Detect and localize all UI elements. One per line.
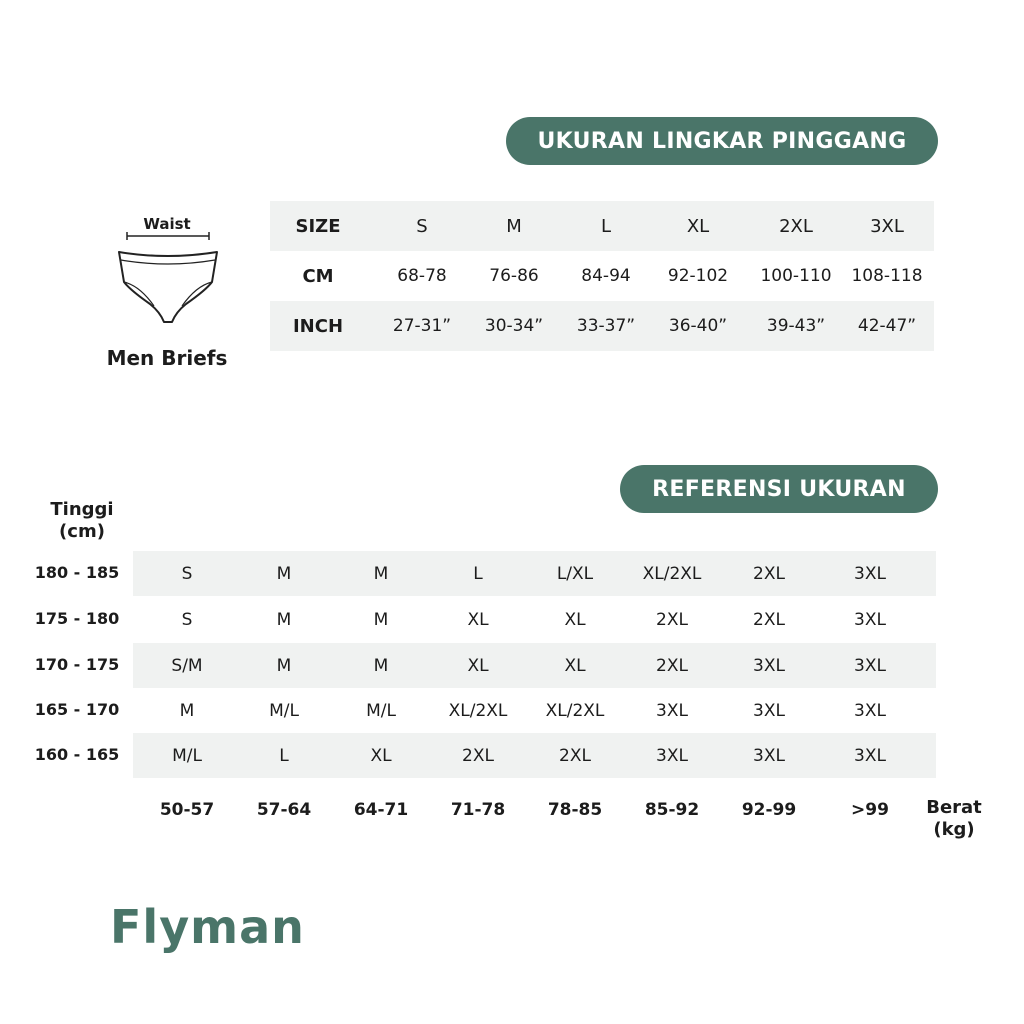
weight-range-label: 78-85: [547, 800, 603, 820]
reference-grid-cell: 3XL: [753, 745, 785, 766]
reference-grid-cell: S: [181, 563, 193, 584]
reference-grid-cell: 2XL: [753, 563, 785, 584]
height-axis-label-line1: Tinggi: [50, 499, 114, 520]
weight-range-label: 64-71: [353, 800, 409, 820]
waist-cell-inch: 33-37”: [576, 316, 636, 336]
brand-logo: Flyman: [110, 900, 305, 954]
weight-axis-label-line1: Berat: [926, 797, 982, 818]
waist-cell-sizes: M: [506, 215, 522, 237]
height-range-label: 180 - 185: [34, 563, 120, 582]
waist-cell-cm: 84-94: [581, 266, 631, 286]
waist-cell-sizes: XL: [686, 215, 710, 237]
height-range-label: 160 - 165: [34, 745, 120, 764]
briefs-figure: [100, 210, 240, 370]
reference-grid-cell: S/M: [171, 655, 203, 676]
reference-grid-cell: L: [473, 563, 483, 584]
reference-grid-cell: XL: [467, 655, 489, 676]
reference-grid-cell: 3XL: [753, 700, 785, 721]
height-range-label: 170 - 175: [34, 655, 120, 674]
reference-grid-cell: XL: [467, 609, 489, 630]
waist-cell-inch: 36-40”: [668, 316, 728, 336]
reference-grid-cell: L: [279, 745, 289, 766]
reference-grid-cell: M/L: [172, 745, 202, 766]
product-name: Men Briefs: [106, 346, 228, 370]
waist-cell-cm: 100-110: [760, 266, 832, 286]
reference-grid-cell: 2XL: [656, 609, 688, 630]
waist-cell-cm: 92-102: [667, 266, 729, 286]
reference-grid-cell: 3XL: [656, 745, 688, 766]
waist-cell-inch: 39-43”: [766, 316, 826, 336]
waist-cell-sizes: L: [600, 215, 612, 237]
reference-grid-cell: 2XL: [462, 745, 494, 766]
waist-cell-inch: 30-34”: [484, 316, 544, 336]
reference-grid-cell: XL: [370, 745, 392, 766]
weight-range-label: 71-78: [450, 800, 506, 820]
height-range-label: 165 - 170: [34, 700, 120, 719]
waist-cell-cm: 76-86: [489, 266, 539, 286]
weight-range-label: >99: [851, 800, 889, 820]
weight-axis-label-line2: (kg): [933, 819, 975, 840]
waist-cell-sizes: 2XL: [779, 215, 813, 237]
reference-grid-cell: XL: [564, 609, 586, 630]
height-axis-label-line2: (cm): [59, 521, 105, 542]
reference-grid-cell: M/L: [269, 700, 299, 721]
reference-grid-cell: 3XL: [854, 609, 886, 630]
reference-grid-cell: L/XL: [556, 563, 594, 584]
reference-grid-cell: M: [179, 700, 195, 721]
reference-grid-cell: 2XL: [559, 745, 591, 766]
reference-grid-cell: 3XL: [656, 700, 688, 721]
reference-grid-cell: M: [373, 563, 389, 584]
reference-grid-cell: 3XL: [854, 655, 886, 676]
reference-grid-cell: 3XL: [753, 655, 785, 676]
reference-grid-cell: M/L: [366, 700, 396, 721]
waist-cell-sizes: S: [416, 215, 428, 237]
reference-grid-cell: 3XL: [854, 700, 886, 721]
weight-range-label: 92-99: [741, 800, 797, 820]
waist-cell-cm: 108-118: [851, 266, 923, 286]
reference-section-title: REFERENSI UKURAN: [620, 465, 938, 513]
weight-range-label: 85-92: [644, 800, 700, 820]
waist-row-label: INCH: [292, 315, 344, 337]
reference-grid-cell: 2XL: [656, 655, 688, 676]
waist-row-label: SIZE: [295, 215, 341, 237]
reference-grid-cell: XL/2XL: [448, 700, 508, 721]
reference-grid-cell: XL/2XL: [642, 563, 702, 584]
reference-grid-cell: S: [181, 609, 193, 630]
waist-cell-cm: 68-78: [397, 266, 447, 286]
briefs-icon: [110, 230, 226, 334]
waist-cell-inch: 42-47”: [857, 316, 917, 336]
reference-grid-cell: M: [276, 563, 292, 584]
weight-range-label: 57-64: [256, 800, 312, 820]
weight-axis-label: [918, 797, 990, 841]
reference-grid-cell: 2XL: [753, 609, 785, 630]
weight-range-label: 50-57: [159, 800, 215, 820]
waist-label: Waist: [143, 215, 191, 233]
waist-section-title: UKURAN LINGKAR PINGGANG: [506, 117, 938, 165]
reference-grid-cell: M: [276, 655, 292, 676]
reference-grid-cell: M: [373, 609, 389, 630]
reference-grid-cell: XL: [564, 655, 586, 676]
reference-grid-cell: XL/2XL: [545, 700, 605, 721]
waist-cell-inch: 27-31”: [392, 316, 452, 336]
reference-grid-cell: 3XL: [854, 563, 886, 584]
reference-grid-cell: M: [373, 655, 389, 676]
reference-grid-cell: M: [276, 609, 292, 630]
height-axis-label: [42, 499, 122, 543]
reference-grid-cell: 3XL: [854, 745, 886, 766]
height-range-label: 175 - 180: [34, 609, 120, 628]
waist-cell-sizes: 3XL: [870, 215, 904, 237]
waist-row-label: CM: [302, 265, 334, 287]
